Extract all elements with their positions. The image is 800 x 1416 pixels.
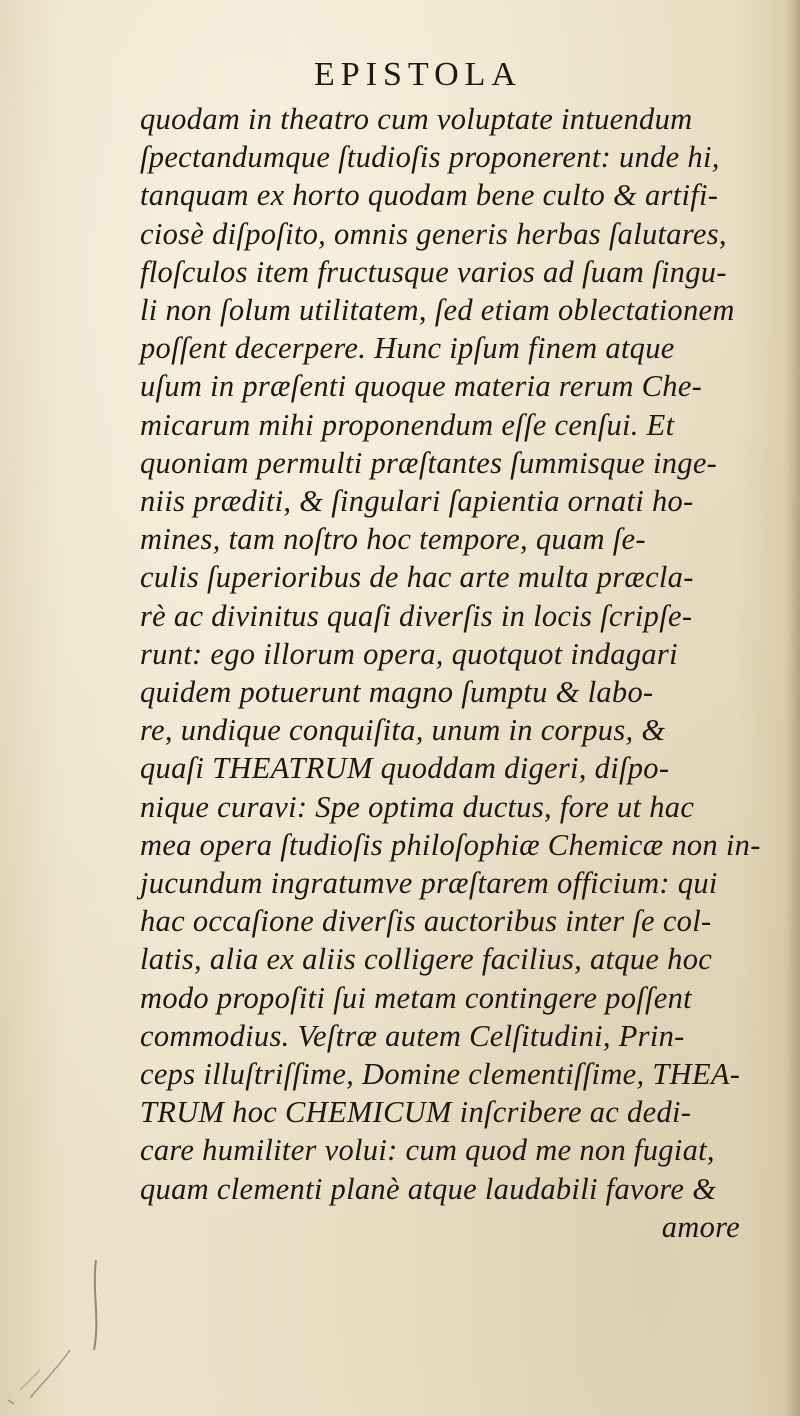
text-line: mines, tam noſtro hoc tempore, quam ſe- — [140, 522, 646, 557]
catchword: amore — [661, 1209, 740, 1244]
margin-ink-marks — [0, 1240, 140, 1416]
text-line: hac occaſione diverſis auctoribus inter ſe col- — [140, 904, 712, 939]
text-line: ſpectandumque ſtudioſis proponerent: unde hi, — [140, 140, 720, 175]
text-line: li non ſolum utilitatem, ſed etiam oblectationem — [140, 293, 735, 328]
text-line: culis ſuperioribus de hac arte multa præcla- — [140, 560, 694, 595]
text-line: jucundum ingratumve præſtarem officium: qui — [140, 866, 718, 901]
text-line: TRUM hoc CHEMICUM inſcribere ac dedi- — [140, 1095, 692, 1130]
text-line: quaſi THEATRUM quoddam digeri, diſpo- — [140, 751, 670, 786]
text-line: mea opera ſtudioſis philoſophiæ Chemicæ non in- — [140, 827, 761, 862]
text-line: micarum mihi proponendum eſſe cenſui. Et — [140, 407, 675, 442]
running-head: EPISTOLA — [314, 56, 522, 93]
text-line: tanquam ex horto quodam bene culto & artifi- — [140, 178, 719, 213]
text-line: uſum in præſenti quoque materia rerum Che- — [140, 369, 703, 404]
text-line: re, undique conquiſita, unum in corpus, & — [140, 713, 666, 748]
text-line: ciosè diſpoſito, omnis generis herbas ſalutares, — [140, 216, 727, 251]
body-text — [140, 100, 790, 1246]
text-line: poſſent decerpere. Hunc ipſum finem atque — [140, 331, 675, 366]
text-line: commodius. Veſtræ autem Celſitudini, Prin- — [140, 1018, 685, 1053]
text-line: floſculos item fructusque varios ad ſuam ſingu- — [140, 254, 727, 289]
text-line: rè ac divinitus quaſi diverſis in locis ſcripſe- — [140, 598, 693, 633]
text-line: nique curavi: Spe optima ductus, fore ut hac — [140, 789, 695, 824]
text-line: quodam in theatro cum voluptate intuendum — [140, 102, 693, 136]
text-line: runt: ego illorum opera, quotquot indagari — [140, 636, 678, 671]
text-line: care humiliter volui: cum quod me non fugiat, — [140, 1133, 715, 1168]
text-line: modo propoſiti ſui metam contingere poſſent — [140, 980, 692, 1015]
text-line: ceps illuſtriſſime, Domine clementiſſime, THEA- — [140, 1057, 741, 1092]
text-line: latis, alia ex aliis colligere facilius, atque hoc — [140, 942, 713, 977]
text-line: quam clementi planè atque laudabili favore & — [140, 1171, 717, 1206]
text-line: quidem potuerunt magno ſumptu & labo- — [140, 675, 654, 710]
text-line: quoniam permulti præſtantes ſummisque inge- — [140, 445, 718, 480]
text-line: niis præditi, & ſingulari ſapientia ornati ho- — [140, 484, 694, 519]
